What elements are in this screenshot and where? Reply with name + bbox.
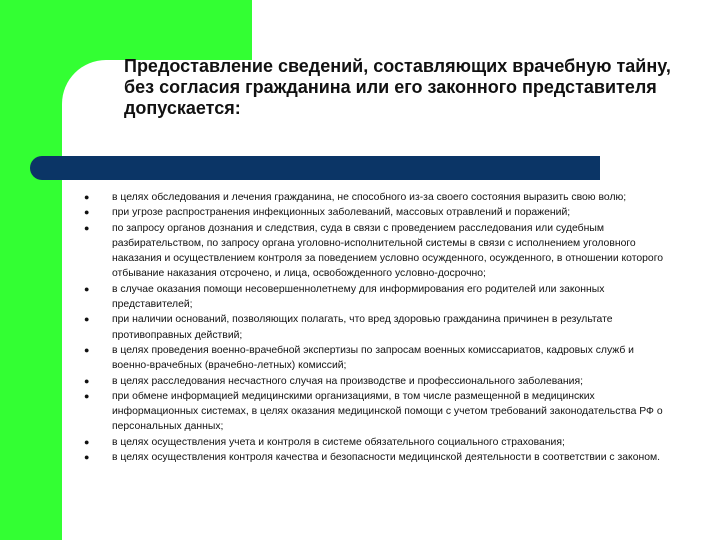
circle-bullet-icon: ● (84, 192, 90, 202)
list-item (84, 190, 674, 205)
list-item-text: в случае оказания помощи несовершеннолетнему для информирования его родителей или законных представителей; (112, 283, 605, 311)
list-item-text: по запросу органов дознания и следствия, суда в связи с проведением расследования или судебным разбирательством, по запросу органа уголовно-исполнительной системы в связи с исполнением уголовного наказания и осуществлением контроля за поведением условно осужденного, осужденного, в отношении которого отбывание наказания отсрочено, и лица, освобожденного условно-досрочно; (112, 222, 664, 280)
circle-bullet-icon: ● (84, 314, 90, 325)
circle-bullet-icon: ● (84, 452, 90, 463)
list-item-text: в целях расследования несчастного случая на производстве и профессионального заболевания; (112, 375, 583, 387)
list-item (84, 282, 674, 313)
list-item (84, 374, 674, 389)
list-item (84, 343, 674, 374)
list-item-text: в целях проведения военно-врачебной экспертизы по запросам военных комиссариатов, кадровых служб и военно-врачебных (врачебно-летных) комиссий; (112, 344, 634, 372)
circle-bullet-icon: ● (84, 390, 90, 401)
list-item (84, 389, 674, 435)
list-item (84, 435, 674, 450)
circle-bullet-icon: ● (84, 344, 90, 355)
circle-bullet-icon: ● (84, 436, 90, 447)
list-item-text: при угрозе распространения инфекционных заболеваний, массовых отравлений и поражений; (112, 207, 571, 219)
list-item (84, 312, 674, 343)
list-item (84, 450, 674, 465)
list-item-text: в целях осуществления учета и контроля в системе обязательного социального страхования; (112, 436, 565, 448)
circle-bullet-icon: ● (84, 283, 90, 294)
list-item-text: в целях обследования и лечения гражданина, не способного из-за своего состояния выразить свою волю; (112, 192, 627, 203)
circle-bullet-icon: ● (84, 207, 90, 218)
list-item-text: в целях осуществления контроля качества и безопасности медицинской деятельности в соответствии с законом. (112, 452, 661, 464)
slide-title: Предоставление сведений, составляющих врачебную тайну, без согласия гражданина или его законного представителя допускается: (124, 56, 671, 118)
title-divider-bar (30, 156, 600, 180)
list-item-text: при наличии оснований, позволяющих полагать, что вред здоровью гражданина причинен в результате противоправных действий; (112, 314, 613, 341)
circle-bullet-icon: ● (84, 222, 90, 233)
bullet-list (84, 190, 674, 465)
list-item-text: при обмене информацией медицинскими организациями, в том числе размещенной в медицинских информационных системах, в целях оказания медицинской помощи с учетом требований законодательства РФ о персональных данных; (112, 390, 663, 433)
list-item (84, 221, 674, 282)
circle-bullet-icon: ● (84, 375, 90, 386)
list-item (84, 205, 674, 220)
